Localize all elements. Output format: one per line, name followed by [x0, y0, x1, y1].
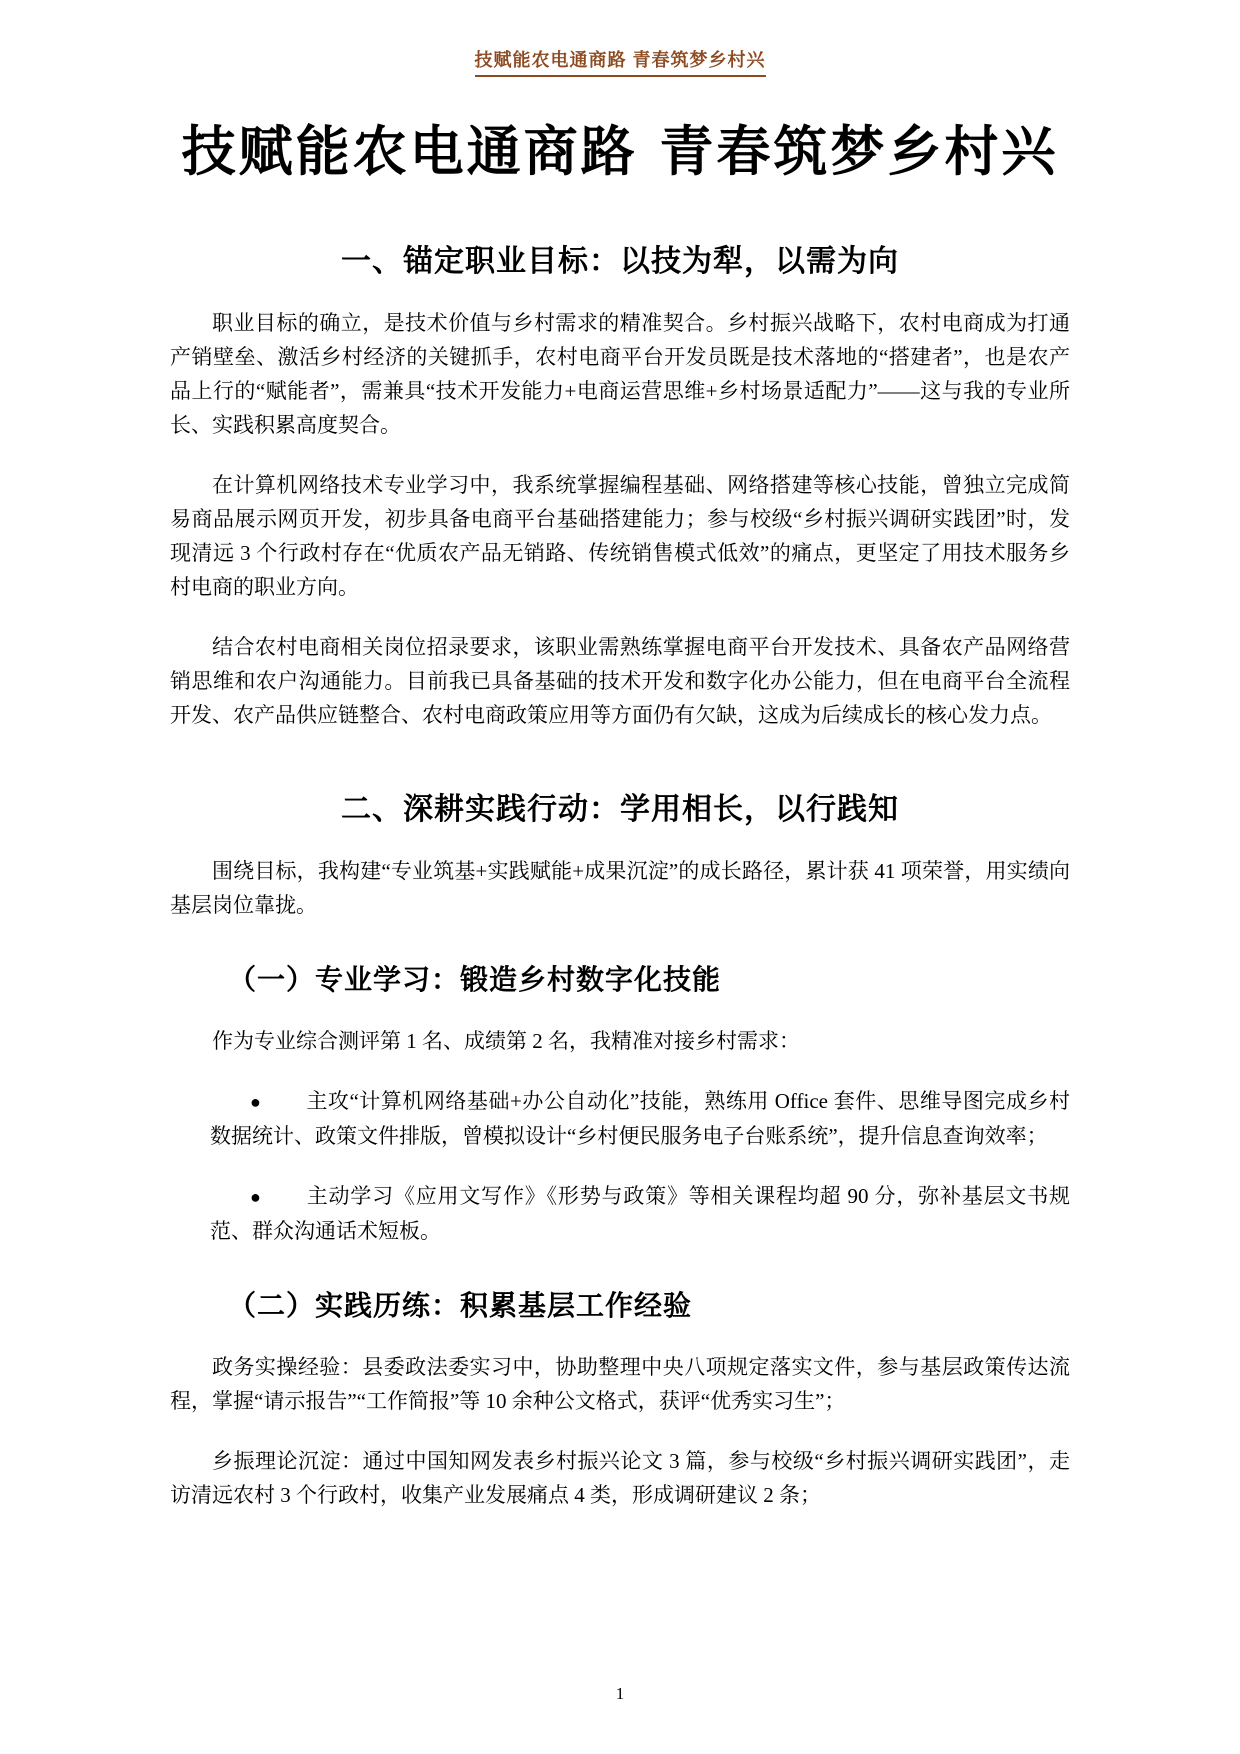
paragraph-7: 乡振理论沉淀：通过中国知网发表乡村振兴论文 3 篇，参与校级“乡村振兴调研实践团”，走访清远农村 3 个行政村，收集产业发展痛点 4 类，形成调研建议 2 条； [170, 1448, 1070, 1507]
bullet-item-2 [170, 1179, 1070, 1248]
bullet-icon: ● [250, 1186, 262, 1207]
paragraph-2: 在计算机网络技术专业学习中，我系统掌握编程基础、网络搭建等核心技能，曾独立完成简易商品展示网页开发，初步具备电商平台基础搭建能力；参与校级“乡村振兴调研实践团”时，发现清远 3 个行政村存在“优质农产品无销路、传统销售模式低效”的痛点，更坚定了用技术服务乡村电商的职业方向。 [170, 472, 1070, 599]
paragraph-5: 作为专业综合测评第 1 名、成绩第 2 名，我精准对接乡村需求： [212, 1028, 800, 1053]
bullet-text-1: 主攻“计算机网络基础+办公自动化”技能，熟练用 Office 套件、思维导图完成乡村数据统计、政策文件排版，曾模拟设计“乡村便民服务电子台账系统”，提升信息查询效率； [210, 1088, 1071, 1148]
section-heading-2: 二、深耕实践行动：学用相长，以行践知 [341, 792, 899, 826]
subsection-heading-1: （一）专业学习：锻造乡村数字化技能 [228, 963, 722, 995]
subsection-heading-2: （二）实践历练：积累基层工作经验 [228, 1289, 693, 1321]
header-text: 技赋能农电通商路 青春筑梦乡村兴 [475, 46, 766, 77]
document-content [0, 119, 1240, 1512]
paragraph-3: 结合农村电商相关岗位招录要求，该职业需熟练掌握电商平台开发技术、具备农产品网络营销思维和农户沟通能力。目前我已具备基础的技术开发和数字化办公能力，但在电商平台全流程开发、农产品供应链整合、农村电商政策应用等方面仍有欠缺，这成为后续成长的核心发力点。 [170, 634, 1070, 727]
paragraph-6: 政务实操经验：县委政法委实习中，协助整理中央八项规定落实文件，参与基层政策传达流程，掌握“请示报告”“工作简报”等 10 余种公文格式，获评“优秀实习生”； [170, 1354, 1070, 1413]
document-title: 技赋能农电通商路 青春筑梦乡村兴 [181, 119, 1059, 183]
page-number: 1 [615, 1684, 625, 1703]
paragraph-4: 围绕目标，我构建“专业筑基+实践赋能+成果沉淀”的成长路径，累计获 41 项荣誉，用实绩向基层岗位靠拢。 [170, 858, 1070, 917]
section-heading-1: 一、锚定职业目标：以技为犁，以需为向 [341, 244, 899, 278]
bullet-item-1 [170, 1084, 1070, 1153]
bullet-text-2: 主动学习《应用文写作》《形势与政策》等相关课程均超 90 分，弥补基层文书规范、群众沟通话术短板。 [210, 1183, 1071, 1243]
page-header [0, 0, 1240, 77]
paragraph-1: 职业目标的确立，是技术价值与乡村需求的精准契合。乡村振兴战略下，农村电商成为打通产销壁垒、激活乡村经济的关键抓手，农村电商平台开发员既是技术落地的“搭建者”，也是农产品上行的“赋能者”，需兼具“技术开发能力+电商运营思维+乡村场景适配力”——这与我的专业所长、实践积累高度契合。 [170, 310, 1070, 437]
bullet-icon: ● [250, 1091, 262, 1112]
page-footer [0, 1684, 1240, 1704]
